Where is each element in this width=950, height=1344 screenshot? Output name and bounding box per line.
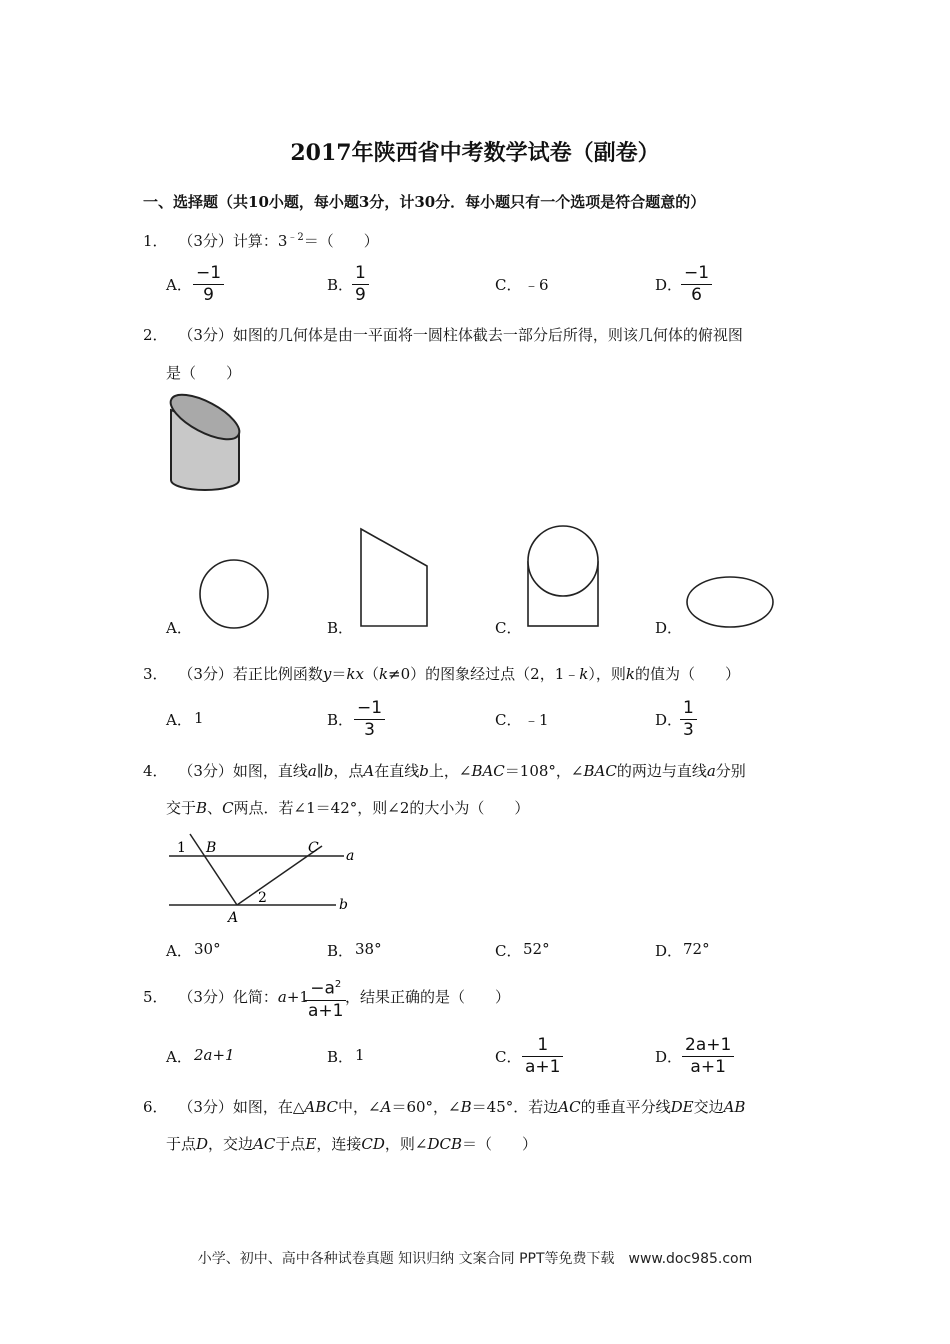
question-number: 3． (143, 665, 168, 683)
variable: B (460, 1098, 472, 1116)
option-label: B． (327, 276, 354, 294)
variable: AC (253, 1135, 276, 1153)
denominator: a+1 (690, 1057, 726, 1077)
operator: ＝ (331, 665, 347, 683)
numerator: −1 (681, 263, 712, 285)
page-title: 2017年陕西省中考数学试卷（副卷） (290, 140, 660, 166)
question-number: 1． (143, 232, 168, 250)
numerator: −1 (354, 698, 385, 720)
expression: +1 (286, 988, 309, 1006)
question-text: 的垂直平分线 (580, 1098, 671, 1116)
question-text: （3分）如图，直线 (178, 762, 308, 780)
question-text: ＝60°，∠ (391, 1098, 461, 1116)
denominator: a+1 (525, 1057, 561, 1077)
question-text: 的图象经过点（2，1﹣ (425, 665, 580, 683)
option-label: A． (166, 942, 192, 960)
denominator: 9 (355, 285, 366, 305)
option-label: C． (495, 619, 522, 637)
variable: kx (346, 665, 364, 683)
point-c-label: C (308, 840, 319, 856)
denominator: 3 (364, 720, 375, 740)
question-6 (143, 1096, 745, 1117)
variable: AB (723, 1098, 746, 1116)
option-d-ellipse-figure (684, 574, 776, 632)
denominator: 3 (683, 720, 694, 740)
option-text: 72° (683, 940, 710, 958)
option-text: 1 (194, 709, 204, 727)
question-1 (143, 228, 379, 251)
operator: ∥ (316, 762, 324, 780)
question-4-line2 (166, 797, 529, 818)
option-text: 38° (355, 940, 382, 958)
question-text: 于点 (166, 1135, 197, 1153)
question-text: 的两边与直线 (616, 762, 707, 780)
question-text: 上，∠ (428, 762, 472, 780)
question-text: 于点 (275, 1135, 306, 1153)
option-text: ﹣6 (524, 276, 549, 294)
variable: b (323, 762, 334, 780)
variable: k (378, 665, 389, 683)
option-d-fraction (682, 1035, 734, 1078)
question-text: 两点．若∠1＝42°，则∠2的大小为（ ） (233, 799, 530, 817)
question-number: 2． (143, 326, 168, 344)
numerator-text: −a (310, 978, 335, 999)
variable: a (706, 762, 716, 780)
numerator (305, 974, 346, 1001)
point-a-label: A (228, 910, 239, 924)
option-label: B． (327, 619, 354, 637)
variable: DCB (427, 1135, 462, 1153)
option-text: 30° (194, 940, 221, 958)
option-b-fraction (352, 263, 369, 306)
option-label: C． (495, 711, 522, 729)
question-text: ，则∠ (384, 1135, 428, 1153)
variable: k (625, 665, 635, 683)
option-b-fraction (354, 698, 385, 741)
option-d-fraction (681, 263, 712, 306)
option-text: 1 (355, 1046, 365, 1064)
exponent: ﹣2 (287, 232, 304, 243)
parallel-lines-figure (166, 832, 366, 924)
exponent: 2 (334, 979, 342, 990)
option-b-trapezoid-figure (356, 526, 432, 630)
question-text: 、 (207, 799, 223, 817)
question-text: （3分）如图的几何体是由一平面将一圆柱体截去一部分后所得，则该几何体的俯视图 (178, 326, 743, 344)
numerator: 1 (352, 263, 369, 285)
numerator: 1 (522, 1035, 563, 1057)
option-label: A． (166, 1048, 192, 1066)
option-label: C． (495, 276, 522, 294)
variable: BAC (471, 762, 505, 780)
option-c-fraction (522, 1035, 563, 1078)
question-text: ，点 (333, 762, 364, 780)
footer-text: 小学、初中、高中各种试卷真题 知识归纳 文案合同 PPT等免费下载 www.doc985.com (197, 1251, 753, 1267)
variable: k (579, 665, 589, 683)
denominator: 9 (203, 285, 214, 305)
question-text-line2: 是（ ） (166, 364, 242, 382)
variable: C (222, 799, 234, 817)
line-b-label: b (339, 897, 348, 913)
question-text: 交边 (693, 1098, 724, 1116)
option-label: D． (655, 619, 683, 637)
question-text: ＝（ ） (461, 1135, 537, 1153)
option-d-fraction (680, 698, 697, 741)
variable: y (322, 665, 332, 683)
variable: ABC (304, 1098, 339, 1116)
numerator: −1 (193, 263, 224, 285)
denominator: 6 (691, 285, 702, 305)
question-text: 交于 (166, 799, 197, 817)
angle-2-label: 2 (258, 890, 267, 906)
question-text: （3分）若正比例函数 (178, 665, 323, 683)
question-text: ，交边 (208, 1135, 254, 1153)
question-text: 的值为（ ） (634, 665, 740, 683)
denominator: a+1 (308, 1000, 344, 1021)
numerator: 1 (680, 698, 697, 720)
line-a-label: a (346, 848, 355, 864)
question-text: 中，∠ (338, 1098, 381, 1116)
option-label: A． (166, 276, 192, 294)
question-5-fraction (305, 974, 346, 1022)
variable: AC (558, 1098, 581, 1116)
variable: a (307, 762, 317, 780)
option-label: A． (166, 711, 192, 729)
question-text: ，结果正确的是（ ） (345, 988, 511, 1006)
numerator: 2a+1 (682, 1035, 734, 1057)
option-text: 2a+1 (194, 1046, 235, 1064)
option-label: D． (655, 276, 683, 294)
option-text: 52° (523, 940, 550, 958)
question-text: ＝45°．若边 (471, 1098, 559, 1116)
question-text: ＝（ ） (303, 232, 379, 250)
question-5-prefix (143, 986, 309, 1007)
question-2 (143, 324, 743, 345)
question-text: ），则 (588, 665, 626, 683)
option-a-circle-figure (196, 558, 272, 632)
variable: A (363, 762, 375, 780)
variable: D (196, 1135, 209, 1153)
option-label: D． (655, 942, 683, 960)
variable: a (277, 988, 287, 1006)
variable: E (305, 1135, 317, 1153)
angle-1-label: 1 (177, 840, 186, 856)
question-text: （3分）如图，在△ (178, 1098, 305, 1116)
punctuation: （ (363, 665, 379, 683)
question-3 (143, 663, 740, 684)
question-number: 5． (143, 988, 168, 1006)
question-6-line2 (166, 1133, 537, 1154)
option-label: D． (655, 711, 683, 729)
question-4 (143, 760, 746, 781)
truncated-cylinder-figure (160, 390, 250, 500)
option-a-fraction (193, 263, 224, 306)
point-b-label: B (206, 840, 217, 856)
question-text: ，连接 (316, 1135, 362, 1153)
option-label: C． (495, 1048, 522, 1066)
option-c-circle-on-rectangle-figure (524, 522, 602, 630)
question-text: 在直线 (374, 762, 420, 780)
variable: CD (361, 1135, 385, 1153)
option-label: D． (655, 1048, 683, 1066)
question-text: ≠0） (388, 665, 426, 683)
variable: DE (670, 1098, 694, 1116)
question-text: ＝108°，∠ (504, 762, 584, 780)
option-label: B． (327, 942, 354, 960)
question-text: 分别 (715, 762, 746, 780)
option-label: B． (327, 1048, 354, 1066)
variable: A (380, 1098, 392, 1116)
option-label: B． (327, 711, 354, 729)
question-number: 4． (143, 762, 168, 780)
variable: BAC (583, 762, 617, 780)
variable: B (196, 799, 208, 817)
option-label: C． (495, 942, 522, 960)
question-number: 6． (143, 1098, 168, 1116)
section-heading: 一、选择题（共10小题，每小题3分，计30分．每小题只有一个选项是符合题意的） (143, 193, 706, 211)
question-text: （3分）化简： (178, 988, 278, 1006)
option-label: A． (166, 619, 192, 637)
option-text: ﹣1 (524, 711, 549, 729)
question-text: （3分）计算：3 (178, 232, 288, 250)
variable: b (419, 762, 429, 780)
